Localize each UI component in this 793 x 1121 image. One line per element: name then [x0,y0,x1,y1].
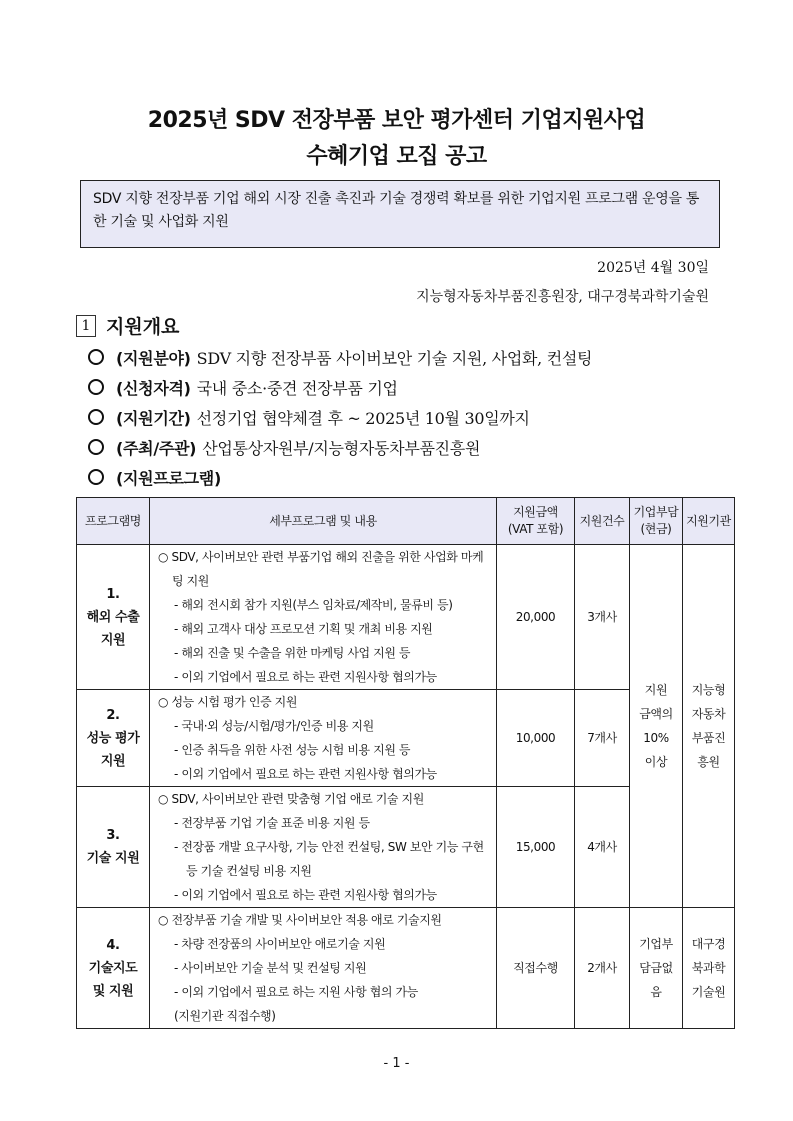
bullet-eligibility [88,376,398,399]
program-name: 3. 기술 지원 [77,787,150,908]
program-name: 4. 기술지도 및 지원 [77,908,150,1029]
detail-item: - 해외 전시회 참가 지원(부스 임차료/제작비, 물류비 등) [174,598,453,612]
issuer: 지능형자동차부품진흥원장, 대구경북과학기술원 [416,289,709,305]
detail-item: - 사이버보안 기술 분석 및 컨설팅 지원 [174,961,367,975]
bullet-label: (지원프로그램) [116,469,221,488]
header-program-name: 프로그램명 [77,498,150,545]
detail-item: - 차량 전장품의 사이버보안 애로기술 지원 [174,937,386,951]
support-count: 2개사 [575,908,630,1029]
detail-item: - 이외 기업에서 필요로 하는 관련 지원사항 협의가능 [174,670,437,684]
bullet-label: (주최/주관) [116,439,197,458]
header-burden: 기업부담 (현금) [630,498,683,545]
bullet-label: (지원기간) [116,409,191,428]
circle-bullet-icon [88,439,104,455]
support-count: 4개사 [575,787,630,908]
bullet-period [88,406,530,429]
detail-item: - 국내·외 성능/시험/평가/인증 비용 지원 [174,719,374,733]
company-burden: 기업부 담금없 음 [630,908,683,1029]
detail-item: - 이외 기업에서 필요로 하는 관련 지원사항 협의가능 [174,767,437,781]
detail-main: ○ 성능 시험 평가 인증 지원 [158,695,298,709]
detail-item: - 이외 기업에서 필요로 하는 지원 사항 협의 가능 [174,985,418,999]
header-agency: 지원기관 [683,498,735,545]
bullet-value: 국내 중소·중견 전장부품 기업 [196,379,398,398]
program-details [150,545,497,690]
detail-item: - 전장부품 기업 기술 표준 비용 지원 등 [174,816,370,830]
detail-main: ○ SDV, 사이버보안 관련 맞춤형 기업 애로 기술 지원 [158,792,424,806]
header-details: 세부프로그램 및 내용 [150,498,497,545]
support-count: 7개사 [575,690,630,787]
circle-bullet-icon [88,409,104,425]
section-title: 지원개요 [106,316,180,338]
summary-box: SDV 지향 전장부품 기업 해외 시장 진출 촉진과 기술 경쟁력 확보를 위한 기업지원 프로그램 운영을 통한 기술 및 사업화 지원 [80,180,720,248]
support-amount: 20,000 [497,545,575,690]
bullet-label: (지원분야) [116,349,191,368]
program-details [150,787,497,908]
table-row [77,545,735,690]
circle-bullet-icon [88,379,104,395]
section-heading [76,312,179,339]
support-agency-merged: 지능형 자동차 부품진 흥원 [683,545,735,908]
support-amount: 직접수행 [497,908,575,1029]
company-burden-merged: 지원 금액의 10% 이상 [630,545,683,908]
program-table [76,497,735,1029]
detail-main: ○ SDV, 사이버보안 관련 부품기업 해외 진출을 위한 사업화 마케팅 지원 [158,550,484,588]
bullet-label: (신청자격) [116,379,191,398]
page-number: - 1 - [383,1056,410,1071]
header-count: 지원건수 [575,498,630,545]
detail-item: - 인증 취득을 위한 사전 성능 시험 비용 지원 등 [174,743,411,757]
document-title-line1: 2025년 SDV 전장부품 보안 평가센터 기업지원사업 [147,108,646,133]
section-number: 1 [76,315,96,337]
bullet-host [88,436,480,459]
support-agency: 대구경 북과학 기술원 [683,908,735,1029]
document-title-line2: 수혜기업 모집 공고 [306,144,487,169]
bullet-programs [88,466,227,489]
program-name: 2. 성능 평가 지원 [77,690,150,787]
header-amount: 지원금액 (VAT 포함) [497,498,575,545]
bullet-value: 산업통상자원부/지능형자동차부품진흥원 [202,439,481,458]
support-count: 3개사 [575,545,630,690]
table-row [77,908,735,1029]
bullet-value: 선정기업 협약체결 후 ~ 2025년 10월 30일까지 [196,409,530,428]
circle-bullet-icon [88,349,104,365]
detail-item: - 해외 진출 및 수출을 위한 마케팅 사업 지원 등 [174,646,411,660]
detail-main: ○ 전장부품 기술 개발 및 사이버보안 적용 애로 기술지원 [158,913,442,927]
bullet-support-field [88,346,592,369]
announcement-date: 2025년 4월 30일 [597,260,709,276]
bullet-value: SDV 지향 전장부품 사이버보안 기술 지원, 사업화, 컨설팅 [196,349,593,368]
detail-item: - 전장품 개발 요구사항, 기능 안전 컨설팅, SW 보안 기능 구현 등 기술 컨설팅 비용 지원 [174,840,484,878]
detail-item: - 이외 기업에서 필요로 하는 관련 지원사항 협의가능 [174,888,437,902]
support-amount: 15,000 [497,787,575,908]
program-name: 1. 해외 수출 지원 [77,545,150,690]
circle-bullet-icon [88,469,104,485]
support-amount: 10,000 [497,690,575,787]
detail-item: (지원기관 직접수행) [174,1009,276,1023]
program-details [150,690,497,787]
program-details [150,908,497,1029]
detail-item: - 해외 고객사 대상 프로모션 기획 및 개최 비용 지원 [174,622,433,636]
